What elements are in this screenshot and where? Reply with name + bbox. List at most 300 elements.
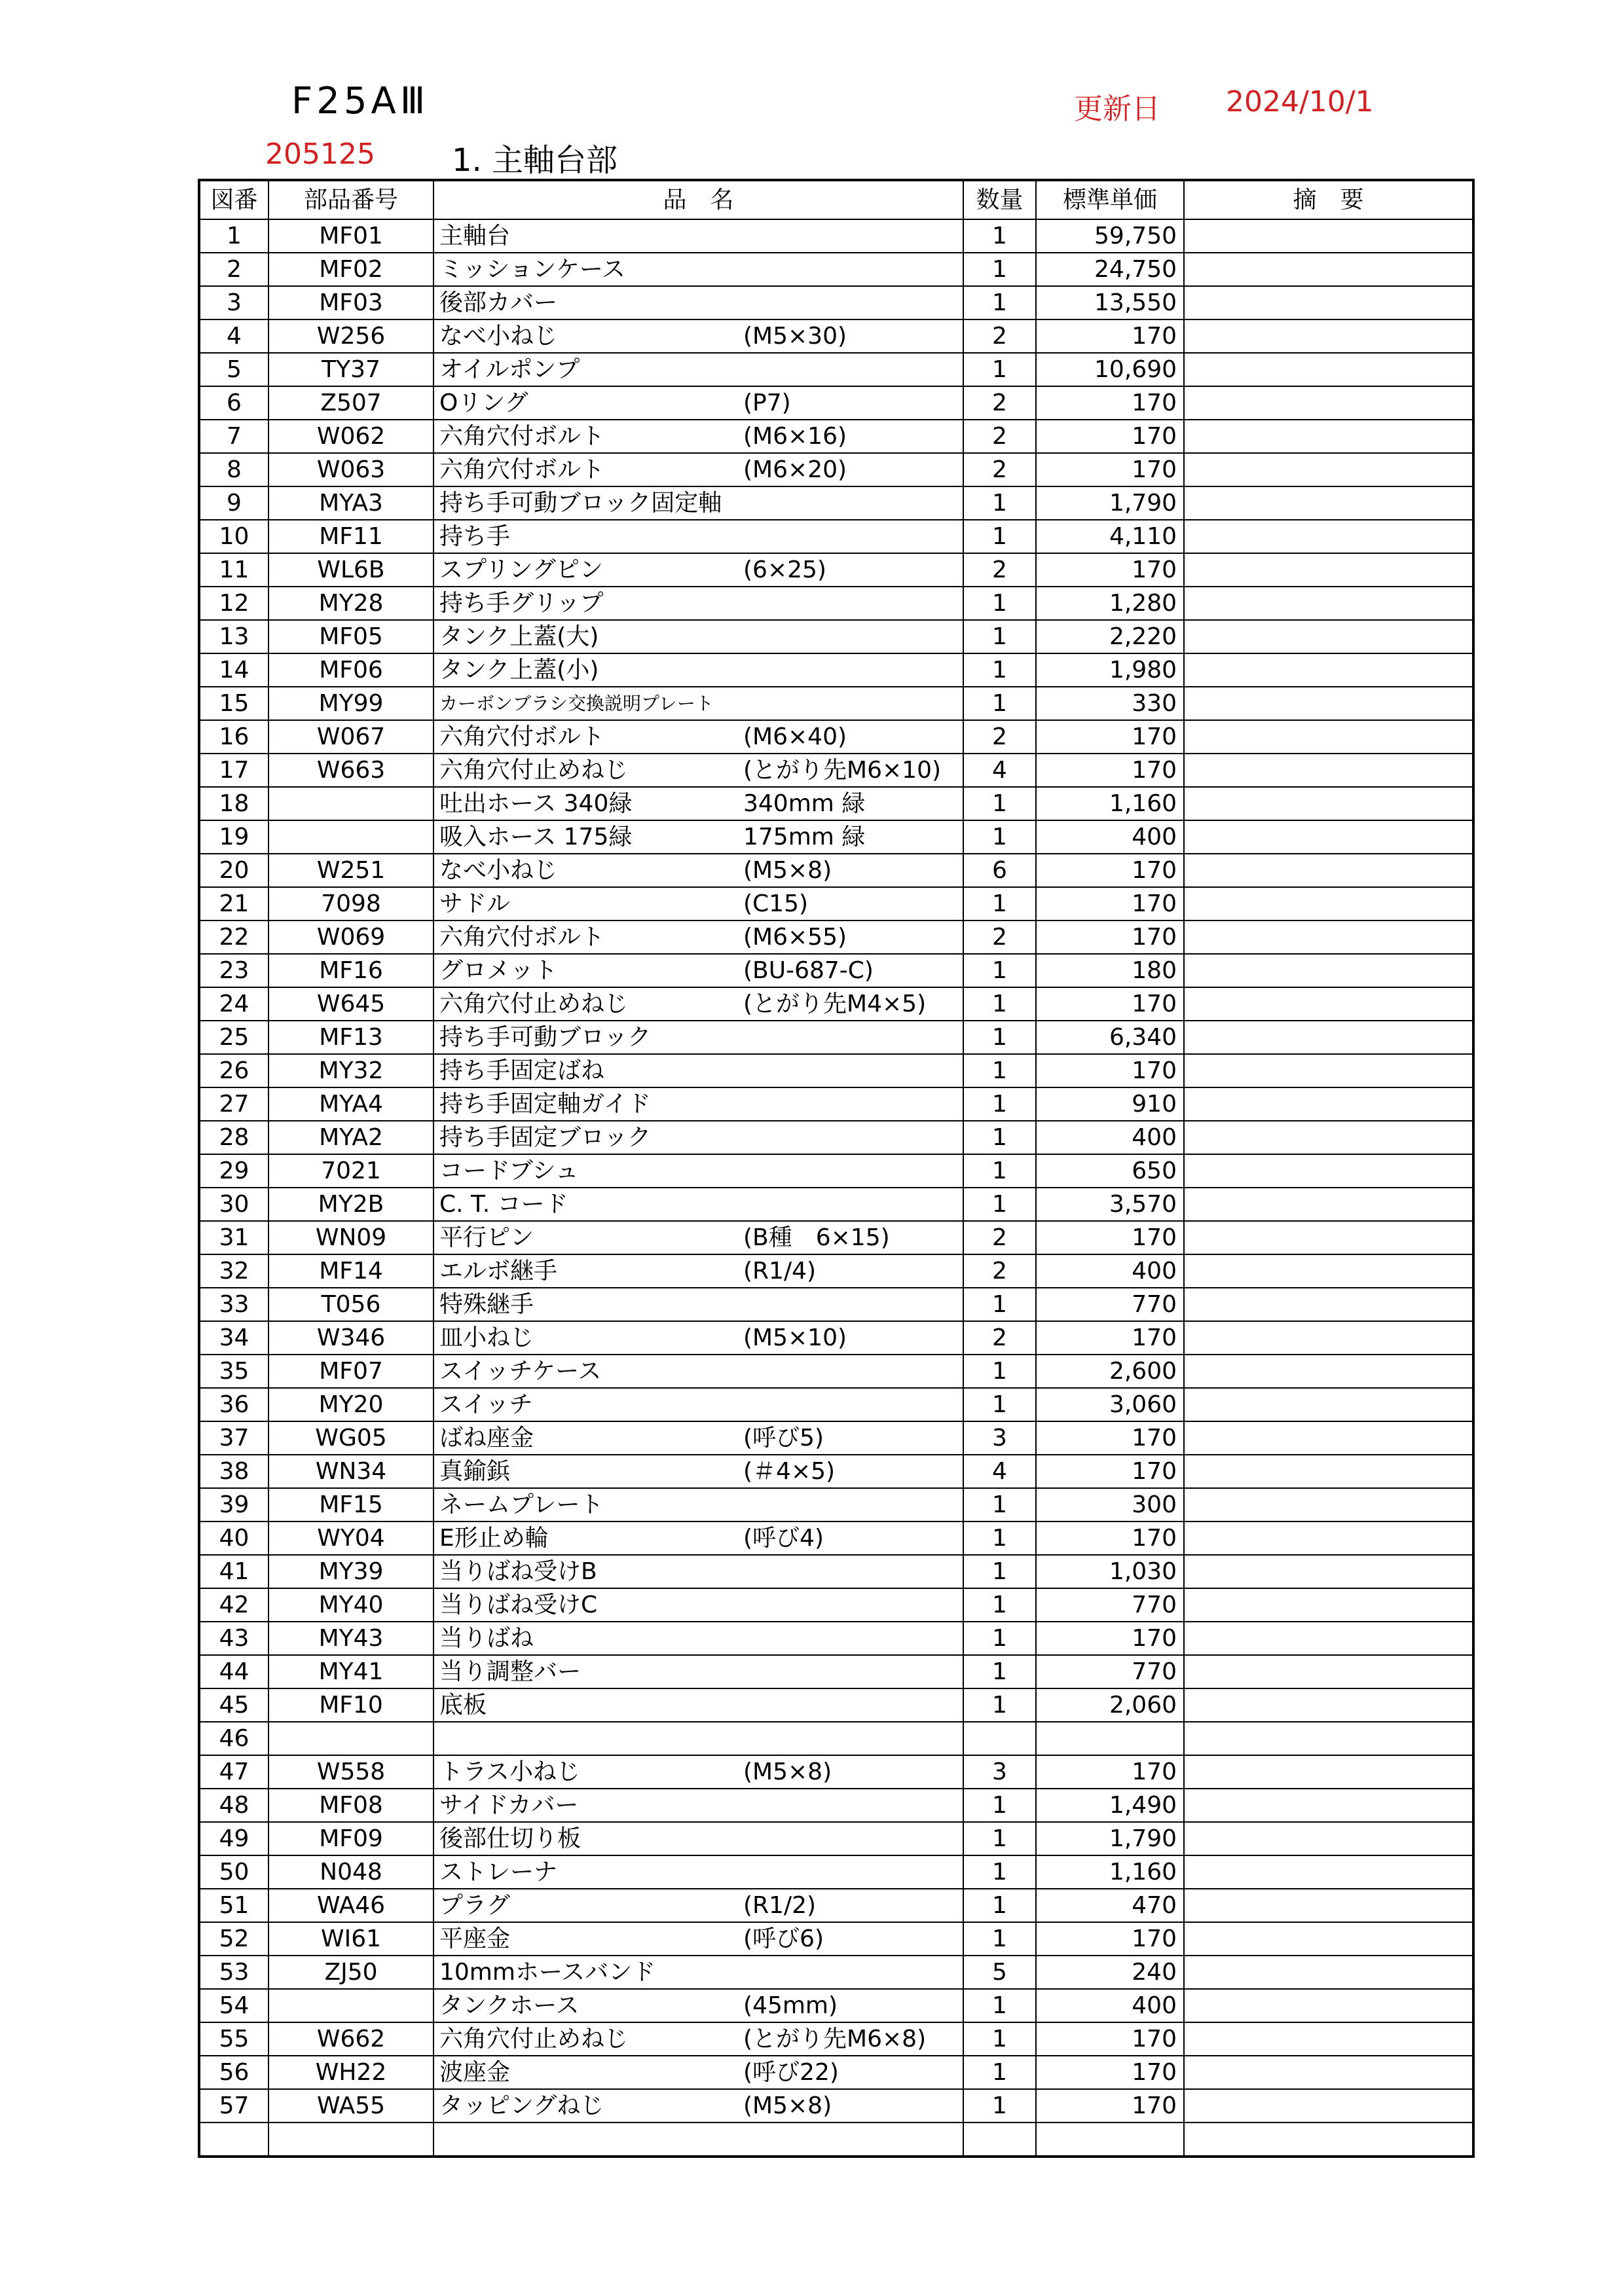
figure-no-cell: 25 — [199, 1021, 268, 1054]
name-cell — [434, 1054, 963, 1087]
price-cell: 470 — [1036, 1889, 1184, 1922]
part-spec: (M6×40) — [743, 723, 847, 750]
part-number-cell: WI61 — [268, 1922, 434, 1956]
figure-no-cell: 45 — [199, 1688, 268, 1722]
remarks-cell — [1184, 987, 1473, 1021]
figure-no-cell: 13 — [199, 620, 268, 653]
qty-cell: 1 — [963, 687, 1036, 720]
price-cell: 10,690 — [1036, 353, 1184, 386]
name-cell — [434, 1522, 963, 1555]
part-name: C. T. コード — [439, 1191, 568, 1218]
price-cell: 170 — [1036, 453, 1184, 486]
part-name: スプリングピン — [439, 556, 603, 583]
remarks-cell — [1184, 2056, 1473, 2089]
remarks-cell — [1184, 1522, 1473, 1555]
figure-no-cell: 12 — [199, 587, 268, 620]
part-number-cell: MYA4 — [268, 1087, 434, 1121]
part-number-cell: W663 — [268, 754, 434, 787]
figure-no-cell: 23 — [199, 954, 268, 987]
name-cell — [434, 954, 963, 987]
figure-no-cell: 17 — [199, 754, 268, 787]
table-row — [199, 1655, 1473, 1688]
name-cell — [434, 386, 963, 420]
table-row — [199, 1722, 1473, 1755]
price-cell: 1,790 — [1036, 486, 1184, 520]
part-name: サイドカバー — [439, 1792, 579, 1819]
part-name: 底板 — [439, 1692, 487, 1719]
name-cell — [434, 486, 963, 520]
qty-cell: 1 — [963, 987, 1036, 1021]
name-cell — [434, 754, 963, 787]
price-cell: 1,030 — [1036, 1555, 1184, 1588]
qty-cell: 1 — [963, 587, 1036, 620]
table-row — [199, 987, 1473, 1021]
qty-cell: 1 — [963, 1488, 1036, 1522]
part-number-cell — [268, 1722, 434, 1755]
remarks-cell — [1184, 854, 1473, 887]
table-row — [199, 787, 1473, 820]
figure-no-cell: 28 — [199, 1121, 268, 1154]
name-cell — [434, 1989, 963, 2022]
part-number-cell: MY43 — [268, 1622, 434, 1655]
part-number-cell: W346 — [268, 1321, 434, 1355]
table-row — [199, 1889, 1473, 1922]
qty-cell: 3 — [963, 1421, 1036, 1455]
qty-cell: 1 — [963, 2022, 1036, 2056]
qty-cell: 1 — [963, 787, 1036, 820]
table-row — [199, 954, 1473, 987]
part-name: 六角穴付止めねじ — [439, 2026, 629, 2052]
figure-no-cell: 35 — [199, 1355, 268, 1388]
price-cell: 59,750 — [1036, 219, 1184, 253]
price-cell: 1,980 — [1036, 653, 1184, 687]
part-name: 波座金 — [439, 2059, 511, 2086]
figure-no-cell: 46 — [199, 1722, 268, 1755]
updated-label: 更新日 — [1074, 92, 1160, 126]
figure-no-cell: 22 — [199, 920, 268, 954]
name-cell — [434, 1555, 963, 1588]
table-row — [199, 1555, 1473, 1588]
qty-cell: 4 — [963, 754, 1036, 787]
table-row — [199, 1355, 1473, 1388]
part-number-cell — [268, 820, 434, 854]
figure-no-cell: 36 — [199, 1388, 268, 1421]
price-cell: 240 — [1036, 1956, 1184, 1989]
remarks-cell — [1184, 1455, 1473, 1488]
part-name: ばね座金 — [439, 1425, 534, 1451]
remarks-cell — [1184, 1021, 1473, 1054]
part-spec: (45mm) — [743, 1992, 838, 2019]
remarks-cell — [1184, 954, 1473, 987]
name-cell — [434, 1922, 963, 1956]
price-cell: 170 — [1036, 1421, 1184, 1455]
part-spec: (M5×8) — [743, 1758, 832, 1785]
figure-no-cell: 3 — [199, 286, 268, 319]
figure-no-cell: 24 — [199, 987, 268, 1021]
figure-no-cell: 55 — [199, 2022, 268, 2056]
part-number-cell — [268, 787, 434, 820]
table-row — [199, 1622, 1473, 1655]
figure-no-cell: 44 — [199, 1655, 268, 1688]
part-number-cell: W558 — [268, 1755, 434, 1789]
remarks-cell — [1184, 887, 1473, 920]
part-number-cell: MYA2 — [268, 1121, 434, 1154]
part-name: スイッチケース — [439, 1358, 602, 1385]
price-cell: 2,600 — [1036, 1355, 1184, 1388]
remarks-cell — [1184, 553, 1473, 587]
remarks-cell — [1184, 1922, 1473, 1956]
table-row — [199, 887, 1473, 920]
qty-cell: 2 — [963, 319, 1036, 353]
figure-no-cell: 30 — [199, 1188, 268, 1221]
table-row — [199, 1288, 1473, 1321]
part-number-cell: WH22 — [268, 2056, 434, 2089]
table-row — [199, 1188, 1473, 1221]
part-number-cell: W069 — [268, 920, 434, 954]
price-cell: 2,220 — [1036, 620, 1184, 653]
name-cell — [434, 1488, 963, 1522]
name-cell — [434, 1855, 963, 1889]
qty-cell: 1 — [963, 887, 1036, 920]
name-cell — [434, 1722, 963, 1755]
part-number-cell: 7021 — [268, 1154, 434, 1188]
figure-no-cell: 5 — [199, 353, 268, 386]
price-cell: 1,160 — [1036, 787, 1184, 820]
figure-no-cell: 52 — [199, 1922, 268, 1956]
figure-no-cell: 7 — [199, 420, 268, 453]
qty-cell: 1 — [963, 1989, 1036, 2022]
figure-no-cell: 11 — [199, 553, 268, 587]
name-cell — [434, 1822, 963, 1855]
part-spec: 175mm 緑 — [743, 824, 866, 850]
price-cell: 400 — [1036, 1254, 1184, 1288]
name-cell — [434, 2056, 963, 2089]
table-row — [199, 2056, 1473, 2089]
qty-cell: 1 — [963, 1622, 1036, 1655]
qty-cell — [963, 2123, 1036, 2157]
name-cell — [434, 353, 963, 386]
part-name: なべ小ねじ — [439, 323, 558, 350]
name-cell — [434, 1622, 963, 1655]
price-cell: 6,340 — [1036, 1021, 1184, 1054]
part-name: タンク上蓋(小) — [439, 657, 599, 683]
qty-cell: 2 — [963, 1221, 1036, 1254]
remarks-cell — [1184, 1355, 1473, 1388]
header-remarks: 摘 要 — [1184, 180, 1473, 219]
figure-no-cell: 26 — [199, 1054, 268, 1087]
name-cell — [434, 787, 963, 820]
price-cell: 170 — [1036, 319, 1184, 353]
qty-cell: 2 — [963, 1254, 1036, 1288]
price-cell: 400 — [1036, 1989, 1184, 2022]
figure-no-cell: 51 — [199, 1889, 268, 1922]
qty-cell: 1 — [963, 2089, 1036, 2123]
figure-no-cell: 19 — [199, 820, 268, 854]
part-number-cell: MF15 — [268, 1488, 434, 1522]
figure-no-cell: 31 — [199, 1221, 268, 1254]
part-number-cell: ZJ50 — [268, 1956, 434, 1989]
name-cell — [434, 2022, 963, 2056]
table-row — [199, 1989, 1473, 2022]
price-cell: 170 — [1036, 720, 1184, 754]
price-cell: 170 — [1036, 754, 1184, 787]
price-cell: 170 — [1036, 854, 1184, 887]
part-number-cell: W067 — [268, 720, 434, 754]
part-name: オイルポンプ — [439, 356, 580, 383]
part-name: ネームプレート — [439, 1491, 604, 1518]
table-row — [199, 1588, 1473, 1622]
remarks-cell — [1184, 1956, 1473, 1989]
price-cell: 170 — [1036, 1922, 1184, 1956]
qty-cell: 2 — [963, 553, 1036, 587]
price-cell: 770 — [1036, 1655, 1184, 1688]
remarks-cell — [1184, 386, 1473, 420]
part-name: 持ち手可動ブロック固定軸 — [439, 490, 722, 517]
price-cell: 24,750 — [1036, 253, 1184, 286]
part-spec: (とがり先M6×8) — [743, 2026, 927, 2052]
table-row — [199, 1421, 1473, 1455]
name-cell — [434, 854, 963, 887]
name-cell — [434, 1355, 963, 1388]
price-cell: 170 — [1036, 987, 1184, 1021]
table-row — [199, 2123, 1473, 2157]
figure-no-cell: 56 — [199, 2056, 268, 2089]
qty-cell: 3 — [963, 1755, 1036, 1789]
remarks-cell — [1184, 687, 1473, 720]
name-cell — [434, 587, 963, 620]
price-cell: 3,060 — [1036, 1388, 1184, 1421]
table-row — [199, 1221, 1473, 1254]
price-cell: 400 — [1036, 1121, 1184, 1154]
part-name: ストレーナ — [439, 1859, 558, 1886]
part-number-cell: MY2B — [268, 1188, 434, 1221]
part-number-cell: WA55 — [268, 2089, 434, 2123]
part-number-cell: MF08 — [268, 1789, 434, 1822]
remarks-cell — [1184, 1321, 1473, 1355]
qty-cell: 1 — [963, 1688, 1036, 1722]
qty-cell: 1 — [963, 219, 1036, 253]
remarks-cell — [1184, 520, 1473, 553]
part-name: 真鍮鋲 — [439, 1458, 511, 1485]
part-spec: (M5×8) — [743, 857, 832, 884]
remarks-cell — [1184, 754, 1473, 787]
part-spec: (呼び22) — [743, 2059, 839, 2086]
part-name: 吐出ホース 340緑 — [439, 790, 633, 817]
part-spec: (とがり先M4×5) — [743, 991, 927, 1017]
remarks-cell — [1184, 653, 1473, 687]
table-row — [199, 653, 1473, 687]
table-row — [199, 219, 1473, 253]
remarks-cell — [1184, 319, 1473, 353]
qty-cell: 1 — [963, 620, 1036, 653]
name-cell — [434, 1087, 963, 1121]
part-name: 当りばね受けC — [439, 1592, 598, 1618]
remarks-cell — [1184, 1388, 1473, 1421]
part-name: トラス小ねじ — [439, 1758, 580, 1785]
part-number-cell: MF06 — [268, 653, 434, 687]
price-cell: 170 — [1036, 1522, 1184, 1555]
qty-cell: 1 — [963, 1655, 1036, 1688]
figure-no-cell: 41 — [199, 1555, 268, 1588]
part-name: 六角穴付ボルト — [439, 423, 605, 450]
part-spec: 340mm 緑 — [743, 790, 866, 817]
qty-cell: 1 — [963, 1288, 1036, 1321]
part-name: 平座金 — [439, 1925, 511, 1952]
figure-no-cell: 54 — [199, 1989, 268, 2022]
price-cell: 330 — [1036, 687, 1184, 720]
qty-cell: 5 — [963, 1956, 1036, 1989]
name-cell — [434, 1154, 963, 1188]
name-cell — [434, 1388, 963, 1421]
remarks-cell — [1184, 787, 1473, 820]
part-number-cell: W062 — [268, 420, 434, 453]
price-cell: 650 — [1036, 1154, 1184, 1188]
part-number-cell: WY04 — [268, 1522, 434, 1555]
qty-cell — [963, 1722, 1036, 1755]
part-number-cell: MF09 — [268, 1822, 434, 1855]
price-cell: 170 — [1036, 1455, 1184, 1488]
figure-no-cell: 9 — [199, 486, 268, 520]
part-name: 持ち手固定ばね — [439, 1057, 605, 1084]
parts-table — [198, 179, 1475, 2158]
part-name: 当りばね — [439, 1625, 534, 1652]
part-spec: (＃4×5) — [743, 1458, 836, 1485]
price-cell: 300 — [1036, 1488, 1184, 1522]
price-cell: 170 — [1036, 1054, 1184, 1087]
part-name: タンク上蓋(大) — [439, 623, 599, 650]
part-number-cell: MY20 — [268, 1388, 434, 1421]
remarks-cell — [1184, 1889, 1473, 1922]
name-cell — [434, 653, 963, 687]
table-row — [199, 1321, 1473, 1355]
table-row — [199, 453, 1473, 486]
figure-no-cell: 27 — [199, 1087, 268, 1121]
price-cell: 2,060 — [1036, 1688, 1184, 1722]
part-spec: (C15) — [743, 890, 809, 917]
table-row — [199, 386, 1473, 420]
table-row — [199, 486, 1473, 520]
remarks-cell — [1184, 1221, 1473, 1254]
table-row — [199, 2089, 1473, 2123]
figure-no-cell: 38 — [199, 1455, 268, 1488]
qty-cell: 1 — [963, 653, 1036, 687]
remarks-cell — [1184, 1588, 1473, 1622]
table-row — [199, 1522, 1473, 1555]
part-spec: (M5×10) — [743, 1324, 847, 1351]
table-row — [199, 319, 1473, 353]
table-row — [199, 1087, 1473, 1121]
price-cell: 13,550 — [1036, 286, 1184, 319]
table-row — [199, 1254, 1473, 1288]
remarks-cell — [1184, 453, 1473, 486]
price-cell: 170 — [1036, 386, 1184, 420]
part-name: 持ち手可動ブロック — [439, 1024, 652, 1051]
qty-cell: 1 — [963, 1855, 1036, 1889]
part-number-cell: MF16 — [268, 954, 434, 987]
remarks-cell — [1184, 1855, 1473, 1889]
table-row — [199, 820, 1473, 854]
part-name: タンクホース — [439, 1992, 580, 2019]
part-name: 持ち手固定ブロック — [439, 1124, 652, 1151]
figure-no-cell: 48 — [199, 1789, 268, 1822]
remarks-cell — [1184, 1789, 1473, 1822]
table-row — [199, 620, 1473, 653]
remarks-cell — [1184, 353, 1473, 386]
price-cell: 1,790 — [1036, 1822, 1184, 1855]
price-cell: 770 — [1036, 1588, 1184, 1622]
part-spec: (BU-687-C) — [743, 957, 874, 984]
table-row — [199, 1789, 1473, 1822]
part-number-cell: MY39 — [268, 1555, 434, 1588]
part-number-cell: MF14 — [268, 1254, 434, 1288]
name-cell — [434, 620, 963, 653]
part-number-cell: 7098 — [268, 887, 434, 920]
table-row — [199, 420, 1473, 453]
name-cell — [434, 1421, 963, 1455]
figure-no-cell: 43 — [199, 1622, 268, 1655]
remarks-cell — [1184, 1488, 1473, 1522]
price-cell: 170 — [1036, 420, 1184, 453]
name-cell — [434, 687, 963, 720]
remarks-cell — [1184, 1054, 1473, 1087]
part-spec: (M6×16) — [743, 423, 847, 450]
remarks-cell — [1184, 2089, 1473, 2123]
figure-no-cell: 47 — [199, 1755, 268, 1789]
part-name: グロメット — [439, 957, 558, 984]
part-number-cell: W662 — [268, 2022, 434, 2056]
figure-no-cell: 6 — [199, 386, 268, 420]
header-qty: 数量 — [963, 180, 1036, 219]
name-cell — [434, 2123, 963, 2157]
header-figure-no: 図番 — [199, 180, 268, 219]
name-cell — [434, 1889, 963, 1922]
table-row — [199, 587, 1473, 620]
part-spec: (M5×30) — [743, 323, 847, 350]
part-name: 六角穴付止めねじ — [439, 991, 629, 1017]
part-name: 持ち手固定軸ガイド — [439, 1091, 651, 1118]
name-cell — [434, 1789, 963, 1822]
qty-cell: 1 — [963, 1154, 1036, 1188]
part-spec: (6×25) — [743, 556, 826, 583]
part-number-cell: MF10 — [268, 1688, 434, 1722]
name-cell — [434, 453, 963, 486]
name-cell — [434, 253, 963, 286]
price-cell: 170 — [1036, 887, 1184, 920]
qty-cell: 1 — [963, 1087, 1036, 1121]
table-row — [199, 1822, 1473, 1855]
table-row — [199, 1956, 1473, 1989]
part-number-cell: T056 — [268, 1288, 434, 1321]
price-cell: 170 — [1036, 1622, 1184, 1655]
remarks-cell — [1184, 1755, 1473, 1789]
figure-no-cell: 32 — [199, 1254, 268, 1288]
name-cell — [434, 987, 963, 1021]
name-cell — [434, 319, 963, 353]
part-number-cell: W645 — [268, 987, 434, 1021]
table-row — [199, 520, 1473, 553]
qty-cell: 2 — [963, 920, 1036, 954]
qty-cell: 2 — [963, 453, 1036, 486]
figure-no-cell: 21 — [199, 887, 268, 920]
qty-cell: 1 — [963, 1889, 1036, 1922]
part-spec: (M5×8) — [743, 2092, 832, 2119]
remarks-cell — [1184, 1822, 1473, 1855]
part-name: 皿小ねじ — [439, 1324, 534, 1351]
part-name: 六角穴付ボルト — [439, 456, 605, 483]
part-number-cell: W256 — [268, 319, 434, 353]
price-cell: 170 — [1036, 2089, 1184, 2123]
part-spec: (とがり先M6×10) — [743, 757, 942, 784]
